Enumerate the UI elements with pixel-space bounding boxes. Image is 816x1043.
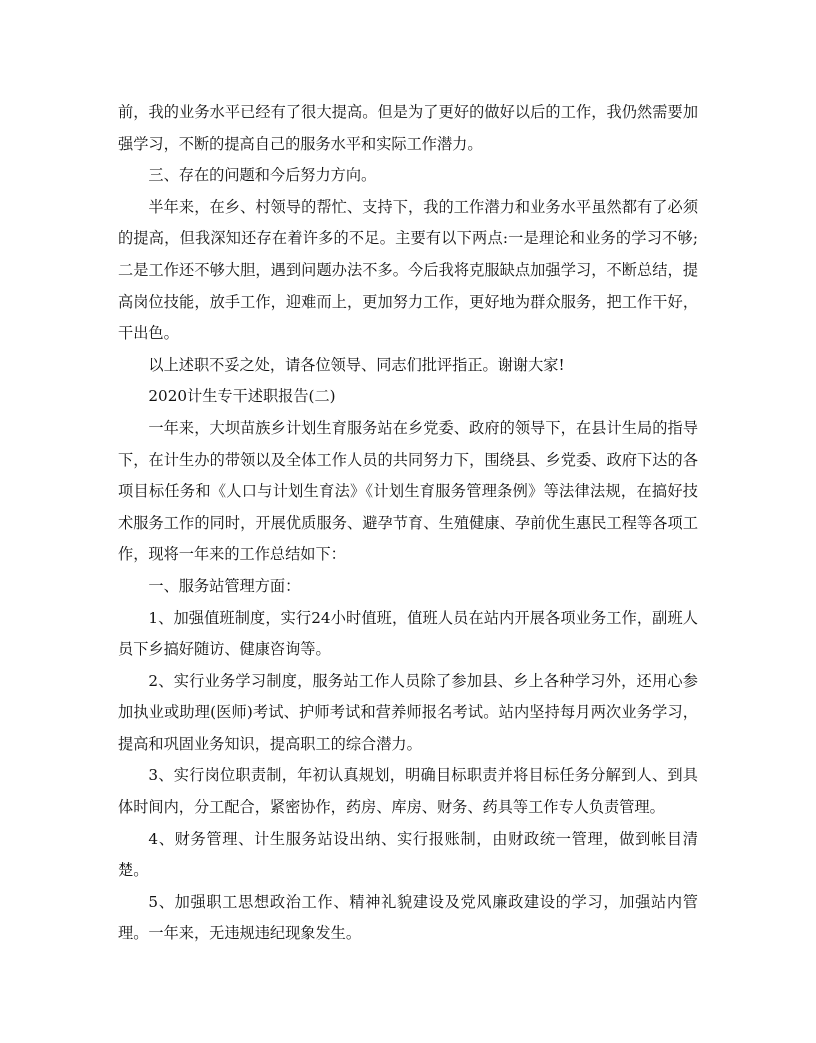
section-heading-management: 一、服务站管理方面： <box>148 576 301 595</box>
list-item-1: 1、加强值班制度，实行24小时值班，值班人员在站内开展各项业务工作，副班人员下乡搞好随访、健康咨询等。 <box>118 608 698 659</box>
paragraph-shortcomings: 半年来，在乡、村领导的帮忙、支持下，我的工作潜力和业务水平虽然都有了必须的提高，但我深知还存在着许多的不足。主要有以下两点:一是理论和业务的学习不够;二是工作还不够大胆，遇到问题办法不多。今后我将克服缺点加强学习，不断总结，提高岗位技能，放手工作，迎难而上，更加努力工作，更好地为群众服务，把工作干好，干出色。 <box>118 197 698 343</box>
list-item-2: 2、实行业务学习制度，服务站工作人员除了参加县、乡上各种学习外，还用心参加执业或助理(医师)考试、护师考试和营养师报名考试。站内坚持每月两次业务学习，提高和巩固业务知识，提高职工的综合潜力。 <box>118 671 698 753</box>
list-item-5: 5、加强职工思想政治工作、精神礼貌建设及党风廉政建设的学习，加强站内管理。一年来，无违规违纪现象发生。 <box>118 892 698 943</box>
report-title-2: 2020计生专干述职报告(二) <box>148 387 336 406</box>
paragraph-continuation: 前，我的业务水平已经有了很大提高。但是为了更好的做好以后的工作，我仍然需要加强学习，不断的提高自己的服务水平和实际工作潜力。 <box>118 103 698 153</box>
paragraph-closing: 以上述职不妥之处，请各位领导、同志们批评指正。谢谢大家! <box>148 355 565 374</box>
list-item-4: 4、财务管理、计生服务站设出纳、实行报账制，由财政统一管理，做到帐目清楚。 <box>118 829 698 880</box>
paragraph-intro: 一年来，大坝苗族乡计划生育服务站在乡党委、政府的领导下，在县计生局的指导下，在计生办的带领以及全体工作人员的共同努力下，围绕县、乡党委、政府下达的各项目标任务和《人口与计划生育法》《计划生育服务管理条例》等法律法规，在搞好技术服务工作的同时，开展优质服务、避孕节育、生殖健康、孕前优生惠民工程等各项工作，现将一年来的工作总结如下： <box>118 418 698 564</box>
document-body <box>118 97 698 950</box>
section-heading-problems: 三、存在的问题和今后努力方向。 <box>148 166 377 185</box>
list-item-3: 3、实行岗位职责制，年初认真规划，明确目标职责并将目标任务分解到人、到具体时间内，分工配合，紧密协作，药房、库房、财务、药具等工作专人负责管理。 <box>118 766 698 817</box>
